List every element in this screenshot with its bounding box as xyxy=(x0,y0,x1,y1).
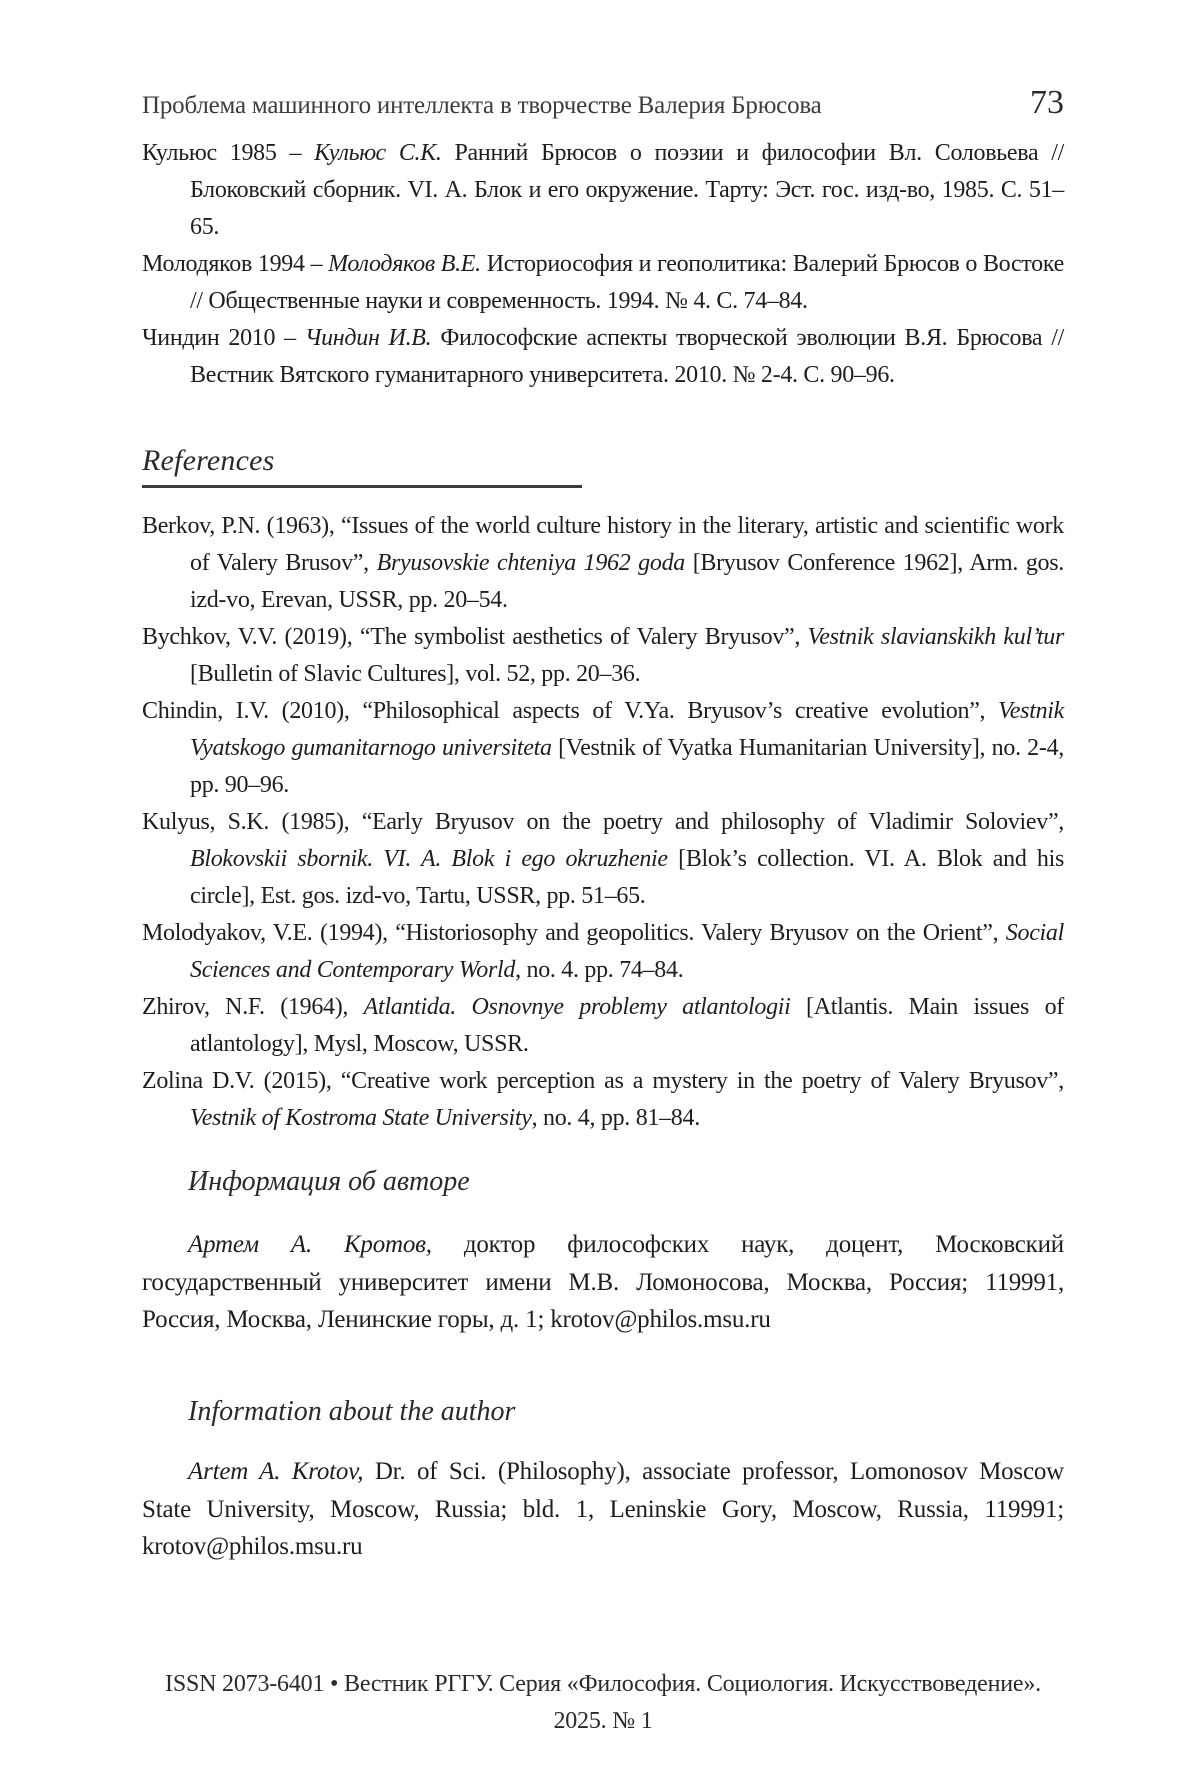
reference-entry: Chindin, I.V. (2010), “Philosophical aspects of V.Ya. Bryusov’s creative evolution”, Vestnik Vyatskogo gumanitarnogo universiteta [Vestnik of Vyatka Humanitarian University], no. 2-4, pp. 90–96. xyxy=(142,698,1064,798)
page-number: 73 xyxy=(1030,84,1064,121)
references-section-header xyxy=(142,444,1064,488)
reference-entry: Molodyakov, V.E. (1994), “Historiosophy and geopolitics. Valery Bryusov on the Orient”, Social Sciences and Contemporary World, no. 4. pp. 74–84. xyxy=(142,920,1064,983)
reference-entry: Bychkov, V.V. (2019), “The symbolist aesthetics of Valery Bryusov”, Vestnik slavianskikh kul’tur [Bulletin of Slavic Cultures], vol. 52, pp. 20–36. xyxy=(142,624,1064,687)
references-heading: References xyxy=(142,444,275,477)
author-info-en-heading: Information about the author xyxy=(188,1396,516,1427)
author-info-en-paragraph: Artem A. Krotov, Dr. of Sci. (Philosophy), associate professor, Lomonosov Moscow State University, Moscow, Russia; bld. 1, Leninskie Gory, Moscow, Russia, 119991; krotov@philos.msu.ru xyxy=(142,1458,1064,1560)
page-footer xyxy=(142,1666,1064,1740)
bibliography-entry: Молодяков 1994 – Молодяков В.Е. Историософия и геополитика: Валерий Брюсов о Востоке // Общественные науки и современность. 1994. № 4. С. 74–84. xyxy=(142,251,1064,314)
reference-entry: Berkov, P.N. (1963), “Issues of the world culture history in the literary, artistic and scientific work of Valery Brusov”, Bryusovskie chteniya 1962 goda [Bryusov Conference 1962], Arm. gos. izd-vo, Erevan, USSR, pp. 20–54. xyxy=(142,513,1064,613)
author-info-ru-paragraph: Артем А. Кротов, доктор философских наук, доцент, Московский государственный университет имени М.В. Ломоносова, Москва, Россия; 119991, Россия, Москва, Ленинские горы, д. 1; krotov@philos.msu.ru xyxy=(142,1231,1064,1333)
bibliography-russian xyxy=(142,135,1064,394)
running-header-title: Проблема машинного интеллекта в творчестве Валерия Брюсова xyxy=(142,92,822,119)
reference-entry: Zolina D.V. (2015), “Creative work perception as a mystery in the poetry of Valery Bryusov”, Vestnik of Kostroma State University, no. 4, pp. 81–84. xyxy=(142,1068,1064,1131)
bibliography-entry: Чиндин 2010 – Чиндин И.В. Философские аспекты творческой эволюции В.Я. Брюсова // Вестник Вятского гуманитарного университета. 2010. № 2-4. С. 90–96. xyxy=(142,325,1065,388)
reference-entry: Zhirov, N.F. (1964), Atlantida. Osnovnye problemy atlantologii [Atlantis. Main issues of atlantology], Mysl, Moscow, USSR. xyxy=(142,994,1064,1057)
running-header xyxy=(142,84,1064,122)
references-heading-rule xyxy=(142,485,582,488)
author-info-ru-heading: Информация об авторе xyxy=(188,1166,470,1197)
footer-issue-line: 2025. № 1 xyxy=(553,1708,653,1734)
references-list xyxy=(142,508,1064,1137)
bibliography-entry: Кульюс 1985 – Кульюс С.К. Ранний Брюсов о поэзии и философии Вл. Соловьева // Блоковский сборник. VI. А. Блок и его окружение. Тарту: Эст. гос. изд-во, 1985. С. 51–65. xyxy=(142,140,1064,240)
footer-issn-line: ISSN 2073-6401 • Вестник РГГУ. Серия «Философия. Социология. Искусствоведение». xyxy=(165,1671,1041,1697)
reference-entry: Kulyus, S.K. (1985), “Early Bryusov on the poetry and philosophy of Vladimir Soloviev”, Blokovskii sbornik. VI. A. Blok i ego okruzhenie [Blok’s collection. VI. A. Blok and his circle], Est. gos. izd-vo, Tartu, USSR, pp. 51–65. xyxy=(142,809,1064,909)
